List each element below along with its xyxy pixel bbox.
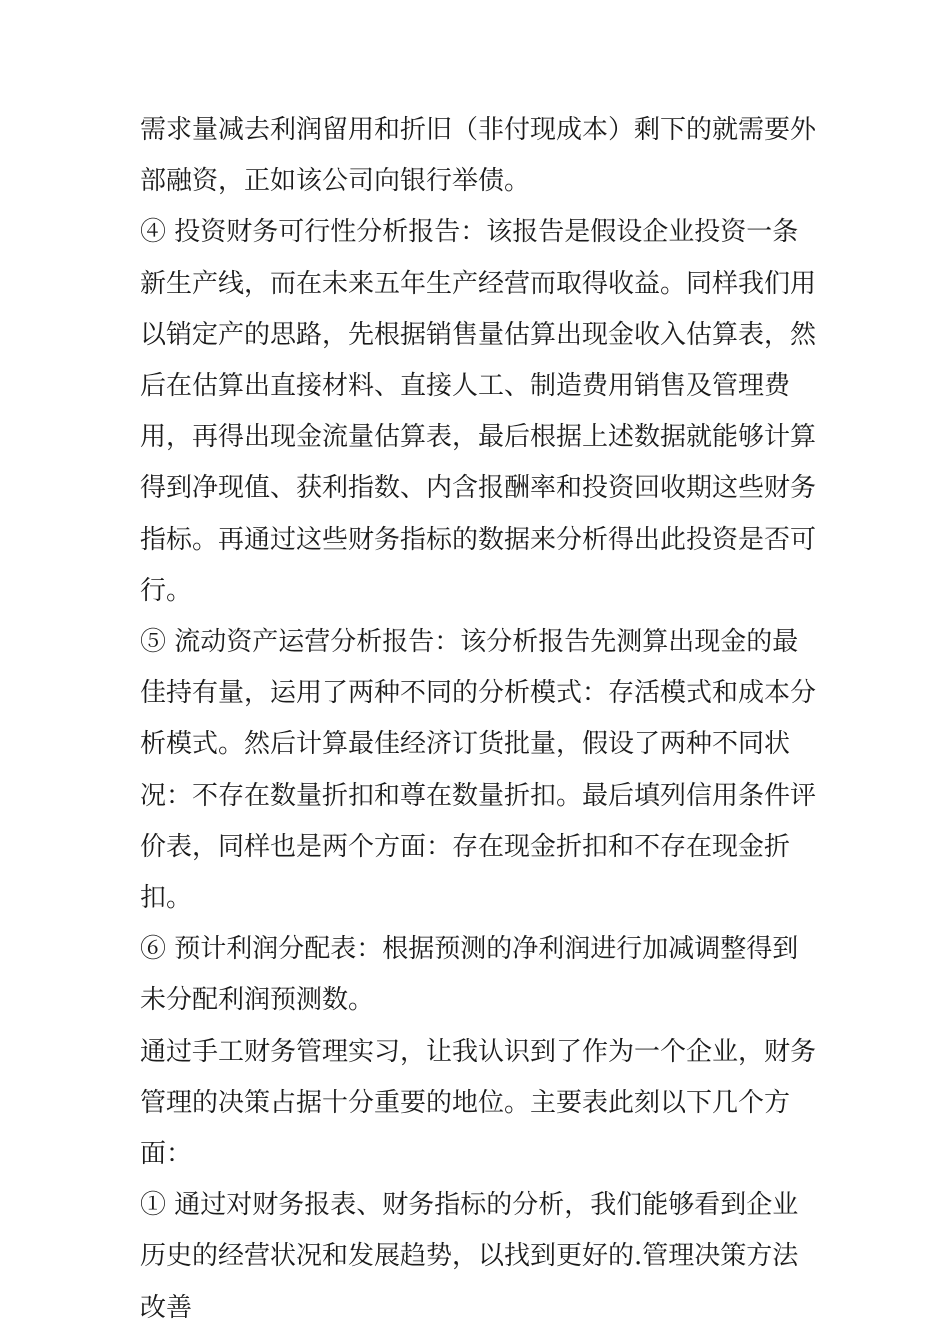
body-text — [140, 105, 820, 1334]
paragraph-profit-distribution: ⑥ 预计利润分配表：根据预测的净利润进行加减调整得到未分配利润预测数。 — [140, 934, 799, 1016]
paragraph-internship-summary: 通过手工财务管理实习，让我认识到了作为一个企业，财务管理的决策占据十分重要的地位。主要表此刻以下几个方面： — [140, 1036, 817, 1170]
paragraph-financial-analysis: ① 通过对财务报表、财务指标的分析，我们能够看到企业历史的经营状况和发展趋势，以找到更好的.管理决策方法改善 — [140, 1190, 799, 1323]
paragraph-financing: 需求量减去利润留用和折旧（非付现成本）剩下的就需要外部融资，正如该公司向银行举债。 — [140, 115, 817, 197]
paragraph-investment-feasibility: ④ 投资财务可行性分析报告：该报告是假设企业投资一条新生产线，而在未来五年生产经营而取得收益。同样我们用以销定产的思路，先根据销售量估算出现金收入估算表，然后在估算出直接材料、直接人工、制造费用销售及管理费用，再得出现金流量估算表，最后根据上述数据就能够计算得到净现值、获利指数、内含报酬率和投资回收期这些财务指标。再通过这些财务指标的数据来分析得出此投资是否可行。 — [140, 217, 817, 606]
paragraph-current-assets: ⑤ 流动资产运营分析报告：该分析报告先测算出现金的最佳持有量，运用了两种不同的分析模式：存活模式和成本分析模式。然后计算最佳经济订货批量，假设了两种不同状况：不存在数量折扣和尊在数量折扣。最后填列信用条件评价表，同样也是两个方面：存在现金折扣和不存在现金折扣。 — [140, 627, 817, 914]
